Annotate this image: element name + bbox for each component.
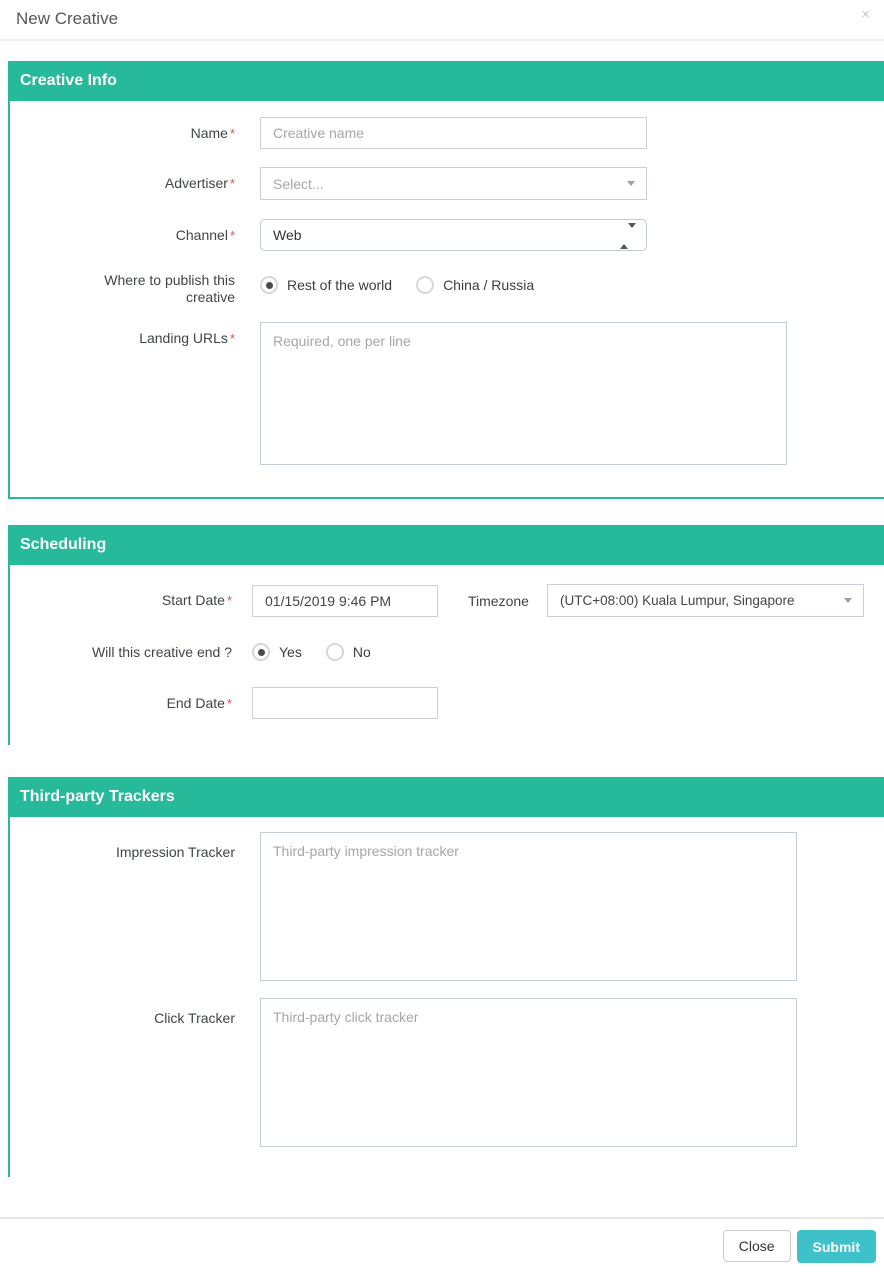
required-asterisk: *	[226, 695, 232, 711]
advertiser-select[interactable]	[260, 167, 647, 200]
name-label: Name *	[190, 124, 235, 141]
will-end-radio-group	[252, 643, 395, 661]
required-asterisk: *	[229, 125, 235, 141]
required-asterisk: *	[229, 176, 235, 191]
impression-tracker-label: Impression Tracker	[115, 844, 235, 860]
field-row-will-end	[10, 637, 884, 667]
timezone-label: Timezone	[468, 592, 529, 609]
timezone-select-value: (UTC+08:00) Kuala Lumpur, Singapore	[559, 593, 795, 608]
field-row-channel	[10, 219, 884, 251]
close-icon[interactable]: ×	[861, 6, 870, 23]
channel-label: Channel *	[175, 226, 235, 243]
start-date-label: Start Date *	[161, 592, 232, 608]
modal-footer	[0, 1217, 884, 1263]
advertiser-label: Advertiser *	[164, 175, 235, 191]
section-title-scheduling: Scheduling	[8, 525, 884, 565]
field-row-end-date	[10, 687, 884, 719]
end-date-input[interactable]	[252, 687, 438, 719]
section-trackers	[8, 777, 884, 1177]
publish-radio-group	[260, 272, 558, 294]
field-row-impression-tracker	[10, 832, 884, 981]
required-asterisk: *	[229, 331, 235, 346]
chevron-down-icon	[844, 598, 852, 603]
landing-urls-label: Landing URLs *	[139, 330, 235, 346]
will-end-label: Will this creative end ?	[91, 643, 232, 660]
section-scheduling	[8, 525, 884, 745]
field-row-name	[10, 117, 884, 149]
impression-tracker-textarea[interactable]	[260, 832, 797, 981]
radio-rest-of-world[interactable]: Rest of the world	[260, 276, 392, 294]
field-row-landing-urls	[10, 322, 884, 465]
timezone-select[interactable]	[547, 584, 864, 617]
radio-china-russia[interactable]: China / Russia	[416, 276, 534, 294]
radio-icon[interactable]	[252, 643, 270, 661]
field-row-click-tracker	[10, 998, 884, 1147]
advertiser-select-value: Select...	[273, 175, 324, 192]
name-input[interactable]	[260, 117, 647, 149]
chevron-down-icon	[627, 181, 635, 186]
page-title: New Creative	[16, 9, 119, 28]
publish-label: Where to publish this creative	[104, 272, 235, 305]
radio-no[interactable]: No	[326, 643, 371, 661]
section-title-creative-info: Creative Info	[8, 61, 884, 101]
radio-icon[interactable]	[260, 276, 278, 294]
required-asterisk: *	[226, 593, 232, 608]
required-asterisk: *	[229, 227, 235, 243]
channel-select[interactable]	[260, 219, 647, 251]
radio-icon[interactable]	[416, 276, 434, 294]
radio-icon[interactable]	[326, 643, 344, 661]
close-button[interactable]: Close	[723, 1230, 791, 1262]
start-date-input[interactable]	[252, 585, 438, 617]
click-tracker-textarea[interactable]	[260, 998, 797, 1147]
field-row-start-date	[10, 584, 884, 617]
section-title-trackers: Third-party Trackers	[8, 777, 884, 817]
landing-urls-textarea[interactable]	[260, 322, 787, 465]
click-tracker-label: Click Tracker	[154, 1010, 235, 1026]
submit-button[interactable]: Submit	[797, 1230, 876, 1263]
radio-yes[interactable]: Yes	[252, 643, 302, 661]
section-creative-info	[8, 61, 884, 499]
channel-select-value: Web	[273, 227, 302, 243]
select-stepper-icon	[620, 228, 636, 244]
field-row-publish	[10, 272, 884, 308]
field-row-advertiser	[10, 167, 884, 200]
modal-header	[0, 0, 884, 41]
end-date-label: End Date *	[166, 694, 232, 711]
